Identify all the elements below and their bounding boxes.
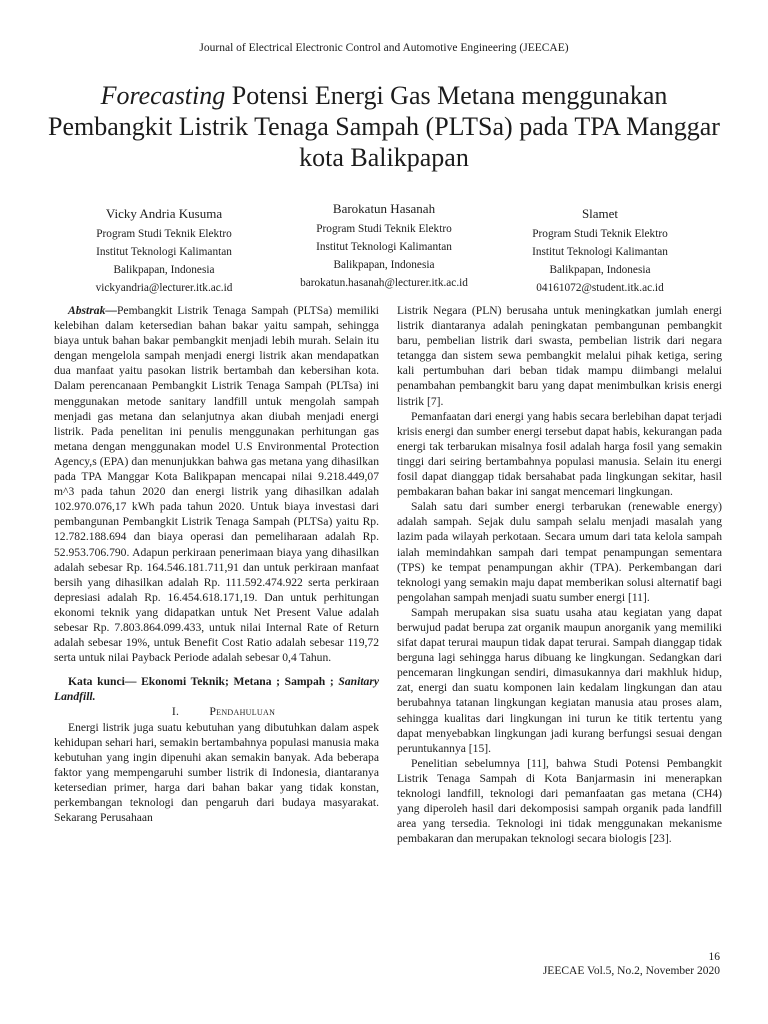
body-paragraph: Salah satu dari sumber energi terbarukan (renewable energy) adalah sampah. Sejak dulu sampah selalu menjadi masalah yang lazim pada wilayah perkotaan. Secara umum dari tata kelola sampah ialah memindahkan sampah dari tempat penampungan sementara (TPS) ke tempat penampungan akhir (TPA). Perkembangan dari teknologi yang semakin maju dapat memberikan solusi alternatif bagi pengolahan sampah menjadi suatu sumber energi [11].	[397, 500, 722, 604]
keywords-lead: Kata kunci— Ekonomi Teknik; Metana ; Sampah ;	[68, 675, 339, 689]
abstract	[54, 303, 379, 665]
author-name: Vicky Andria Kusuma	[105, 206, 223, 221]
page-number: 16	[708, 951, 720, 963]
author-department: Program Studi Teknik Elektro	[532, 228, 668, 240]
author-block-3	[485, 204, 715, 297]
left-column	[54, 303, 379, 825]
author-block-2	[269, 199, 499, 292]
body-paragraph: Penelitian sebelumnya [11], bahwa Studi Potensi Pembangkit Listrik Tenaga Sampah di Kota Banjarmasin ini menerapkan teknologi landfill, teknologi dari pemanfaatan gas metana (CH4) yang diperoleh hasil dari dekomposisi sampah organik pada landfill area yang tersedia. Teknologi ini tidak menggunakan mekanisme pembakaran dan merupakan teknologi secara biologis [23].	[397, 756, 722, 846]
author-department: Program Studi Teknik Elektro	[316, 223, 452, 235]
abstract-text: Pembangkit Listrik Tenaga Sampah (PLTSa) memiliki kelebihan dalam ketersedian bahan bakar yaitu sampah, sehingga biaya untuk bahan bakar pembangkit menjadi lebih murah. Selain itu dengan mengelola sampah menjadi energi listrik akan mendapatkan dua manfaat yaitu pasokan listrik bertambah dan kebersihan kota. Dalam perencanaan Pembangkit Listrik Tenaga Sampah (PLTsa) ini menggunakan metode sanitary landfill untuk mengolah sampah menjadi gas metana dan selanjutnya akan diubah menjadi energi listrik. Pada penelitan ini penulis menggunakan perhitungan gas metana dengan menggunakan model U.S Environmental Protection Agency,s (EPA) dan menunjukkan bahwa gas metana yang dihasilkan pada TPA Manggar Kota Balikpapan mencapai nilai 9.218.449,07 m^3 pada tahun 2020 dan energi listrik yang dihasilkan adalah 102.970.076,17 kWh pada tahun 2020. Untuk biaya investasi dari pembangunan Pembangkit Listrik Tenaga Sampah (PLTSa) yaitu Rp. 12.782.188.694 dan biaya operasi dan pemeliharaan adalah Rp. 52.953.706.790. Adapun perkiraan penerimaan biaya yang dihasilkan adalah sebesar Rp. 164.546.181.711,91 dan untuk perkiraan manfaat bersih yang dihasilkan adalah Rp. 111.592.474.922 serta perkiraan depresiasi adalah Rp. 16.454.618.171,19. Dan untuk perhitungan ekonomi teknik yang didapatkan untuk Net Present Value adalah sebesar Rp. 7.803.864.099.433, untuk nilai Internal Rate of Return adalah sebesar 19%, untuk Benefit Cost Ratio adalah sebesar 119,72 serta untuk nilai Payback Periode adalah sebesar 0,4 Tahun.	[54, 304, 379, 665]
author-city: Balikpapan, Indonesia	[549, 264, 651, 276]
footer-citation: JEECAE Vol.5, No.2, November 2020	[542, 965, 720, 977]
title-italic-part: Forecasting	[100, 81, 226, 110]
body-paragraph: Sampah merupakan sisa suatu usaha atau kegiatan yang dapat berwujud padat berupa zat organik maupun anorganik yang memiliki sifat dapat terurai maupun tidak dapat terurai. Sampah dianggap tidak berguna lagi sehingga harus dibuang ke lingkungan. Sedangkan dari pencemaran lingkungan sendiri, dimasukannya dari makhluk hidup, zat, energi dan suatu komponen lain kedalam lingkungan dan atau berubahnya tatanan lingkungan kegiatan manusia atau proses alam, sehingga kualitas dari lingkungan ini turun ke titik tertentu yang dapat menyebabkan lingkungan jadi kurang berfungsi sesuai dengan peruntukannya [15].	[397, 605, 722, 755]
keywords	[54, 674, 379, 704]
paper-title	[40, 80, 728, 173]
author-city: Balikpapan, Indonesia	[113, 264, 215, 276]
section-number: I.	[171, 704, 180, 719]
author-institution: Institut Teknologi Kalimantan	[316, 241, 452, 253]
author-name: Slamet	[581, 206, 619, 221]
body-paragraph: Listrik Negara (PLN) berusaha untuk meningkatkan jumlah energi listrik diantaranya adalah peningkatan pembangunan pembangkit baru, pembelian listrik dari swasta, pembelian listrik dari negara tetangga dan sistem sewa pembangkit melalui pihak ketiga, sering kali pertumbuhan dari beban tidak mampu diimbangi melalui penambahan pembangkit baru yang dapat menimbulkan krisis energi listrik [7].	[397, 304, 722, 408]
abstract-lead: Abstrak—	[68, 304, 117, 317]
body-paragraph: Pemanfaatan dari energi yang habis secara berlebihan dapat terjadi krisis energi dan sumber energi tersebut dapat habis, kekurangan pada energi tak terbarukan misalnya fosil adalah harga fosil yang semakin tinggi dari seiring bertambahnya populasi manusia. Selain itu energi fosil dapat dianggap tidak bersahabat pada lingkungan sekitar, hasil pembakaran bahan bakar ini sangat mencemari lingkungan.	[397, 409, 722, 499]
right-column	[397, 303, 722, 846]
intro-paragraph: Energi listrik juga suatu kebutuhan yang dibutuhkan dalam aspek kehidupan sehari hari, semakin bertambahnya populasi manusia maka kebutuhan yang ingin dipenuhi akan semakin banyak. Ada beberapa faktor yang mempengaruhi sumber listrik di Indonesia, diantaranya ketersedian primer, harga dari bahan bakar yang tidak konstan, perkembangan teknologi dan pengaruh dari budaya masyarakat. Sekarang Perusahaan	[54, 720, 379, 825]
section-title: Pendahuluan	[209, 704, 276, 719]
section-heading-introduction	[54, 704, 379, 719]
author-email[interactable]: 04161072@student.itk.ac.id	[536, 282, 664, 294]
journal-header: Journal of Electrical Electronic Control and Automotive Engineering (JEECAE)	[199, 42, 569, 54]
author-department: Program Studi Teknik Elektro	[96, 228, 232, 240]
author-city: Balikpapan, Indonesia	[333, 259, 435, 271]
keywords-tail: Sanitary Landfill.	[54, 675, 379, 704]
author-institution: Institut Teknologi Kalimantan	[532, 246, 668, 258]
title-rest: Potensi Energi Gas Metana menggunakan Pembangkit Listrik Tenaga Sampah (PLTSa) pada TPA Manggar kota Balikpapan	[48, 81, 720, 172]
author-block-1	[49, 204, 279, 297]
author-email[interactable]: barokatun.hasanah@lecturer.itk.ac.id	[300, 277, 468, 289]
author-name: Barokatun Hasanah	[332, 201, 436, 216]
author-email[interactable]: vickyandria@lecturer.itk.ac.id	[95, 282, 233, 294]
author-institution: Institut Teknologi Kalimantan	[96, 246, 232, 258]
